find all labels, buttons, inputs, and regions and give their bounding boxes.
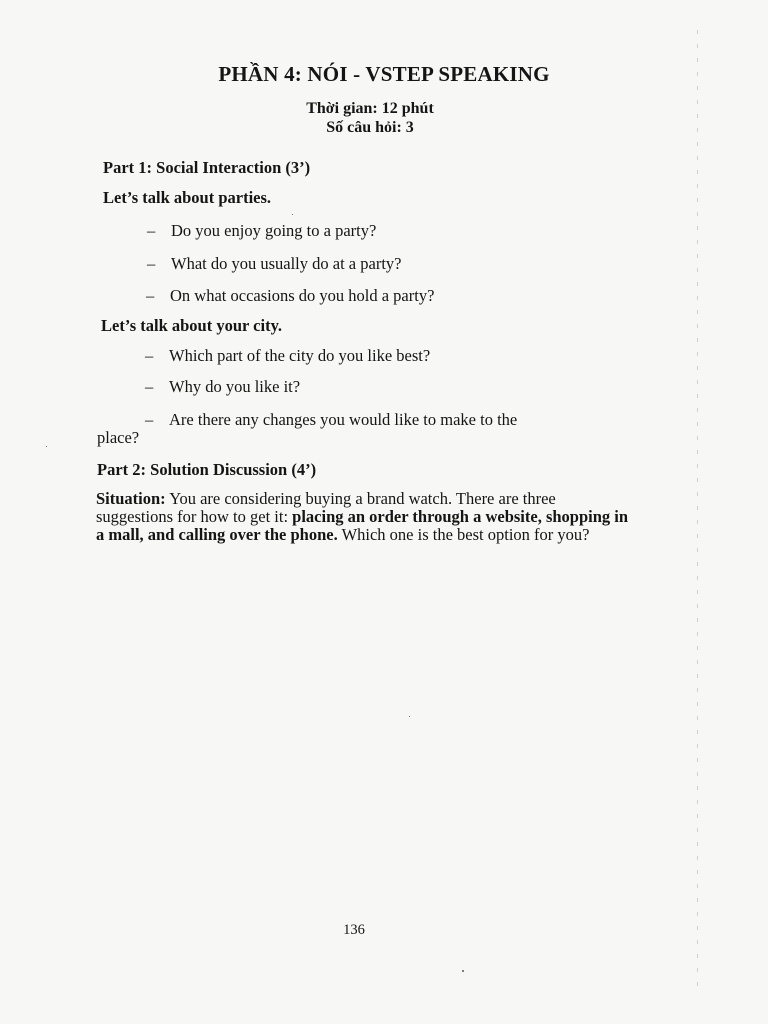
dash: – [147,254,156,273]
question-text: Which part of the city do you like best? [169,346,431,365]
question-count: Số câu hỏi: 3 [326,119,414,136]
topic1-question [147,254,401,274]
question-text: Why do you like it? [169,377,301,396]
situation-paragraph [96,490,632,544]
time-limit: Thời gian: 12 phút [306,100,434,117]
option-website: placing an order through a website, [292,507,542,526]
question-text: Do you enjoy going to a party? [171,221,377,240]
question-text: What do you usually do at a party? [171,254,402,273]
topic1-question [147,221,376,241]
situation-question: Which one is the best option for you? [341,525,590,544]
page-title: PHẦN 4: NÓI - VSTEP SPEAKING [218,62,550,86]
topic1-title: Let’s talk about parties. [103,188,272,207]
option-mall: shopping in a mall, [96,507,629,544]
option-phone: calling over the phone. [178,525,338,544]
scan-speck [462,970,464,972]
question-text: Are there any changes you would like to make to the [169,410,518,429]
scan-speck [409,716,410,717]
situation-label: Situation: [96,489,166,508]
dash: – [147,221,156,240]
topic2-question [145,410,517,430]
topic2-title: Let’s talk about your city. [101,316,283,335]
topic2-question [145,346,430,366]
question-text: On what occasions do you hold a party? [170,286,435,305]
scan-edge-mark [697,30,698,990]
dash: – [146,286,155,305]
page-number: 136 [343,922,365,938]
scan-speck [292,214,293,215]
situation-text: You are considering buying a brand watch. There are three suggestions for how to get it: [96,489,556,526]
scan-speck [46,446,47,447]
dash: – [145,377,154,396]
option-and: and [147,525,175,544]
part2-heading: Part 2: Solution Discussion (4’) [97,460,317,479]
topic2-question-continuation: place? [97,428,140,447]
topic1-question [146,286,434,306]
topic2-question [145,377,300,397]
dash: – [145,410,154,429]
dash: – [145,346,154,365]
part1-heading: Part 1: Social Interaction (3’) [103,158,311,177]
